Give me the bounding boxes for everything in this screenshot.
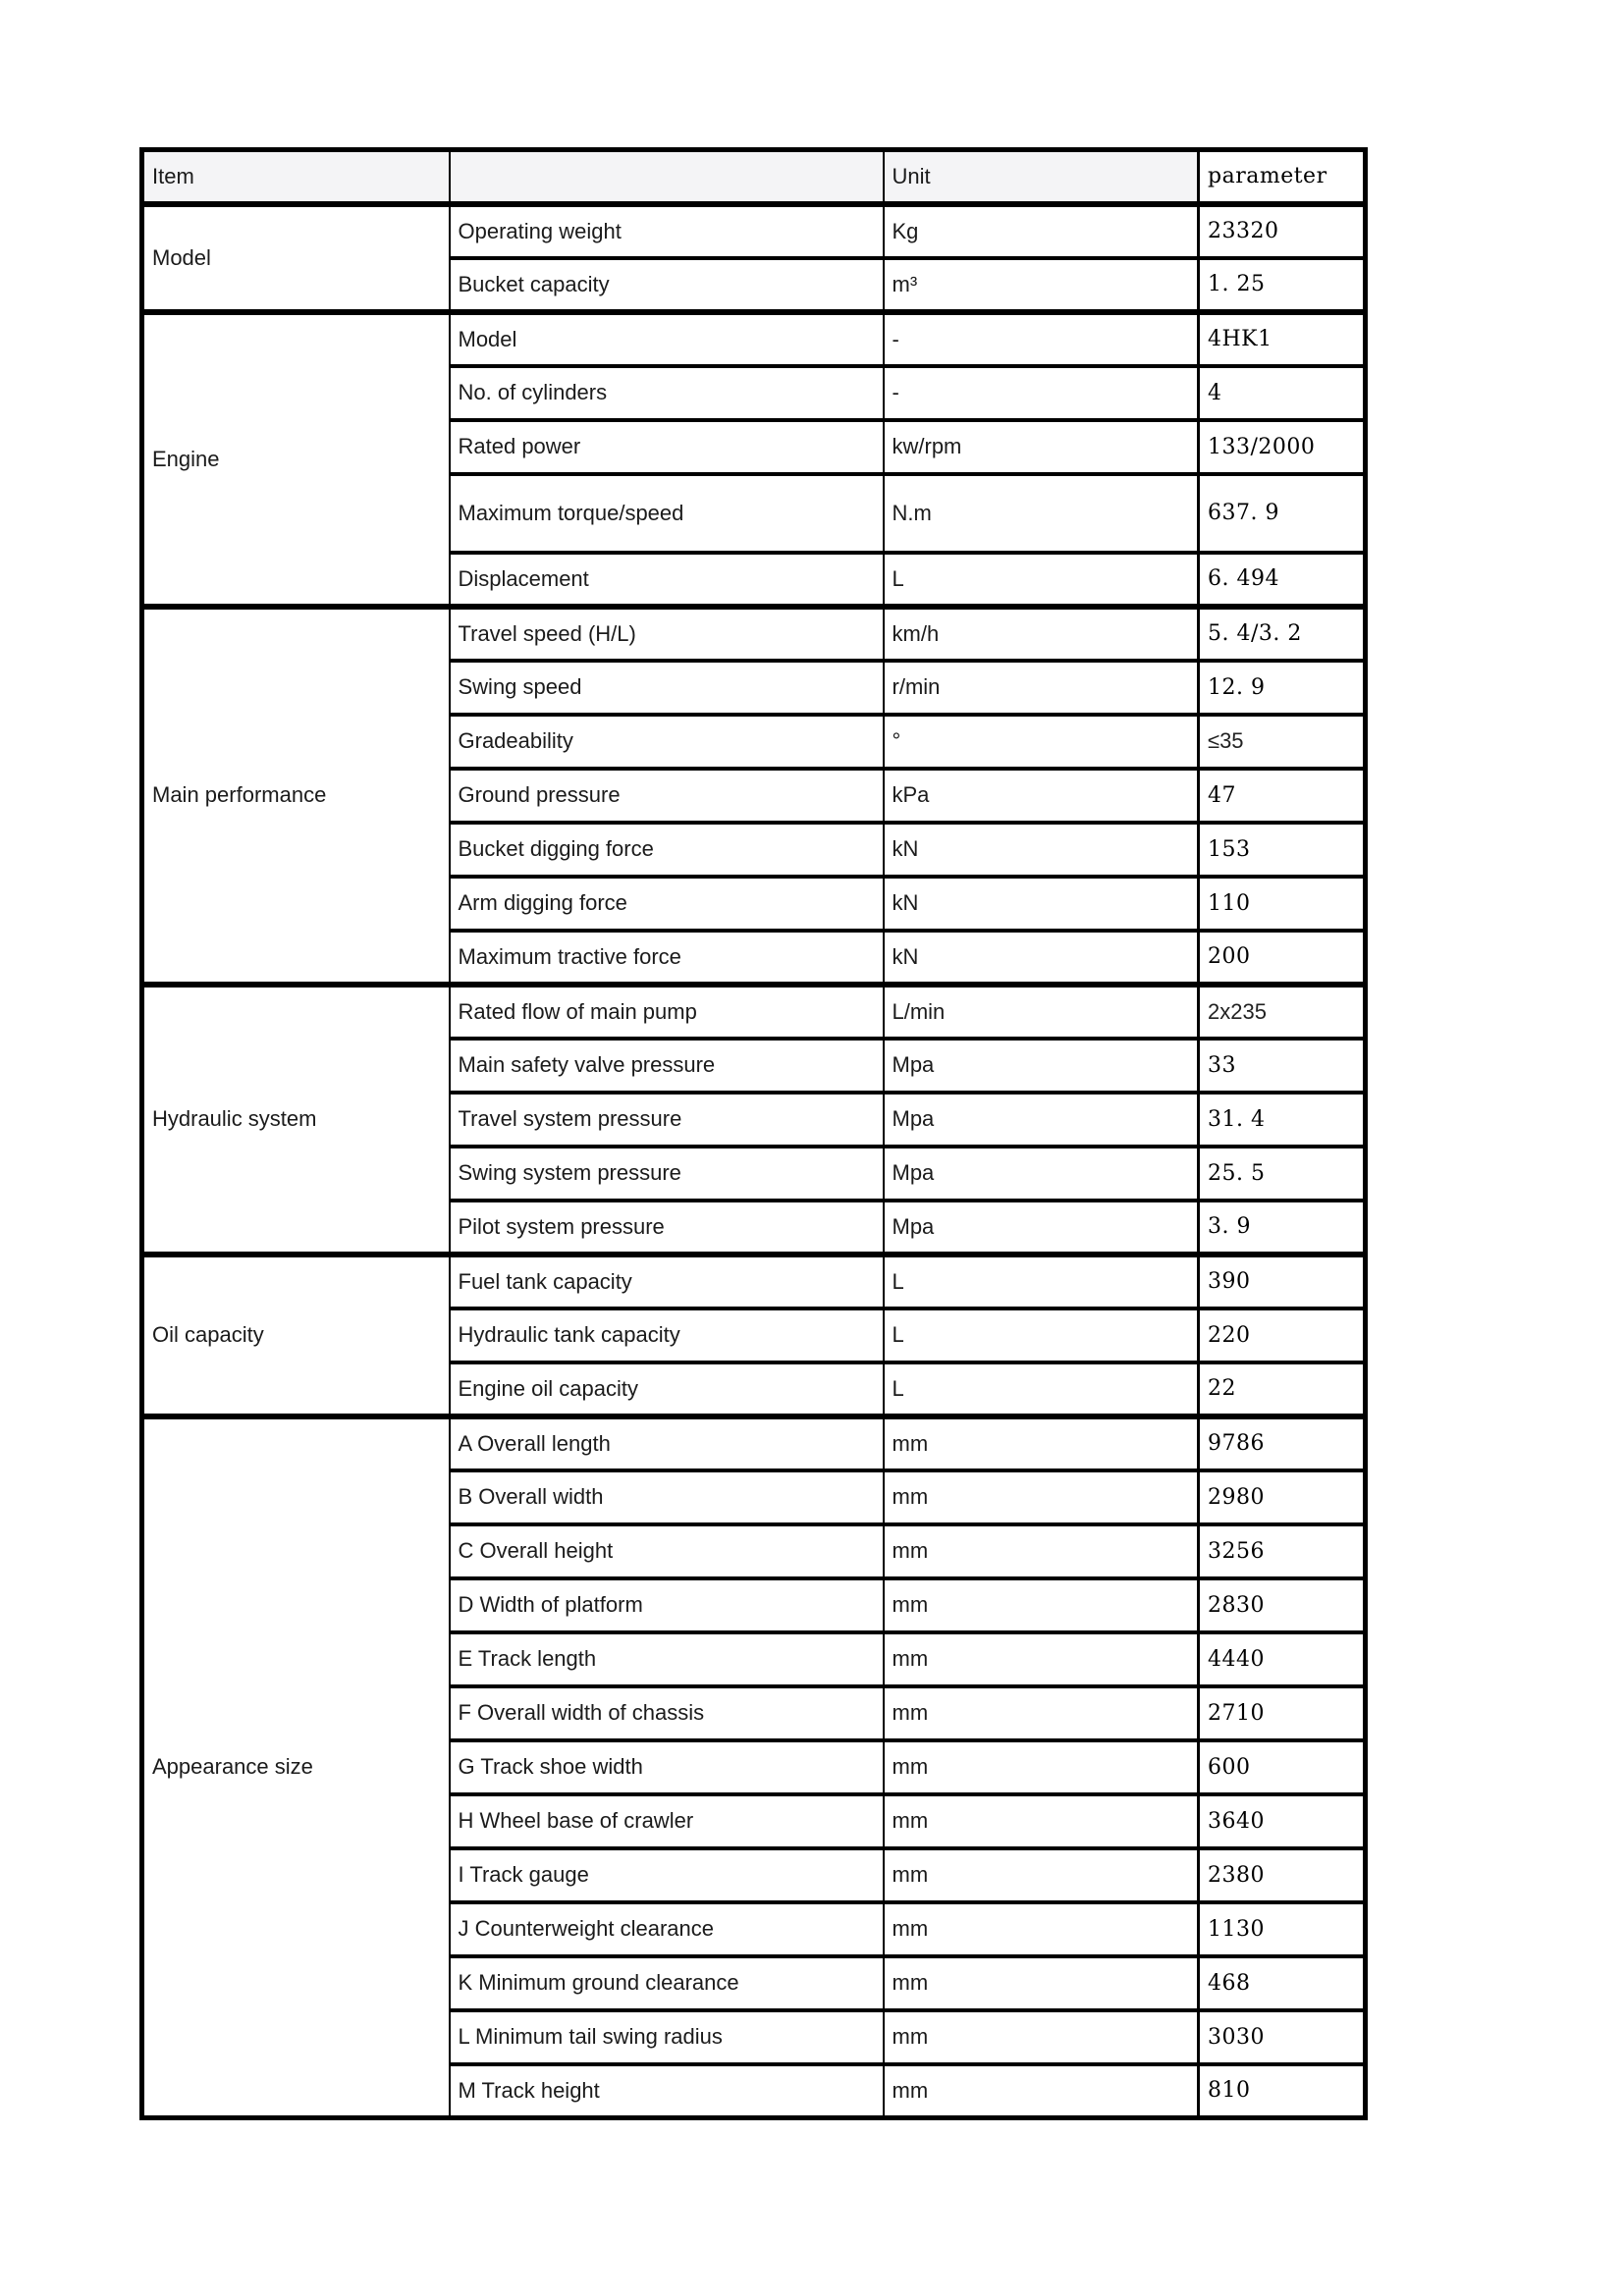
unit-cell: - bbox=[884, 366, 1199, 420]
item-cell: Hydraulic tank capacity bbox=[450, 1308, 884, 1362]
param-cell: 3. 9 bbox=[1199, 1201, 1366, 1255]
param-cell: 200 bbox=[1199, 931, 1366, 985]
table-row bbox=[142, 204, 1366, 258]
unit-cell: mm bbox=[884, 1740, 1199, 1794]
item-cell: G Track shoe width bbox=[450, 1740, 884, 1794]
param-cell: 2x235 bbox=[1199, 985, 1366, 1039]
param-cell: 468 bbox=[1199, 1956, 1366, 2010]
param-cell: 9786 bbox=[1199, 1416, 1366, 1470]
unit-cell: mm bbox=[884, 1848, 1199, 1902]
unit-cell: mm bbox=[884, 1902, 1199, 1956]
param-cell: 1. 25 bbox=[1199, 258, 1366, 312]
item-cell: Bucket digging force bbox=[450, 823, 884, 877]
unit-cell: Mpa bbox=[884, 1201, 1199, 1255]
unit-cell: mm bbox=[884, 1794, 1199, 1848]
param-cell: 4440 bbox=[1199, 1632, 1366, 1686]
unit-cell: kw/rpm bbox=[884, 420, 1199, 474]
param-cell: 390 bbox=[1199, 1255, 1366, 1308]
item-cell: H Wheel base of crawler bbox=[450, 1794, 884, 1848]
item-cell: J Counterweight clearance bbox=[450, 1902, 884, 1956]
param-cell: 25. 5 bbox=[1199, 1147, 1366, 1201]
param-cell: 3640 bbox=[1199, 1794, 1366, 1848]
unit-cell: Mpa bbox=[884, 1147, 1199, 1201]
param-cell: 4HK1 bbox=[1199, 312, 1366, 366]
param-cell: 810 bbox=[1199, 2064, 1366, 2118]
param-cell: 2830 bbox=[1199, 1578, 1366, 1632]
item-cell: Main safety valve pressure bbox=[450, 1039, 884, 1093]
item-cell: A Overall length bbox=[450, 1416, 884, 1470]
item-cell: I Track gauge bbox=[450, 1848, 884, 1902]
unit-cell: L bbox=[884, 1362, 1199, 1416]
header-unit: Unit bbox=[884, 150, 1199, 204]
unit-cell: Kg bbox=[884, 204, 1199, 258]
item-cell: Maximum torque/speed bbox=[450, 474, 884, 553]
item-cell: Ground pressure bbox=[450, 769, 884, 823]
item-cell: Maximum tractive force bbox=[450, 931, 884, 985]
param-cell: 47 bbox=[1199, 769, 1366, 823]
item-cell: Swing speed bbox=[450, 661, 884, 715]
unit-cell: m³ bbox=[884, 258, 1199, 312]
param-cell: 153 bbox=[1199, 823, 1366, 877]
unit-cell: kN bbox=[884, 823, 1199, 877]
table-row bbox=[142, 312, 1366, 366]
item-cell: F Overall width of chassis bbox=[450, 1686, 884, 1740]
item-cell: Swing system pressure bbox=[450, 1147, 884, 1201]
param-cell: ≤35 bbox=[1199, 715, 1366, 769]
param-cell: 31. 4 bbox=[1199, 1093, 1366, 1147]
param-cell: 110 bbox=[1199, 877, 1366, 931]
param-cell: 3030 bbox=[1199, 2010, 1366, 2064]
item-cell: K Minimum ground clearance bbox=[450, 1956, 884, 2010]
table-row bbox=[142, 1416, 1366, 1470]
param-cell: 23320 bbox=[1199, 204, 1366, 258]
item-cell: D Width of platform bbox=[450, 1578, 884, 1632]
item-cell: B Overall width bbox=[450, 1470, 884, 1524]
item-cell: Pilot system pressure bbox=[450, 1201, 884, 1255]
group-cell-main-performance: Main performance bbox=[142, 607, 450, 985]
group-cell-hydraulic-system: Hydraulic system bbox=[142, 985, 450, 1255]
group-cell-oil-capacity: Oil capacity bbox=[142, 1255, 450, 1416]
item-cell: Fuel tank capacity bbox=[450, 1255, 884, 1308]
unit-cell: kPa bbox=[884, 769, 1199, 823]
unit-cell: Mpa bbox=[884, 1039, 1199, 1093]
unit-cell: r/min bbox=[884, 661, 1199, 715]
header-blank bbox=[450, 150, 884, 204]
param-cell: 12. 9 bbox=[1199, 661, 1366, 715]
param-cell: 22 bbox=[1199, 1362, 1366, 1416]
table-row bbox=[142, 985, 1366, 1039]
param-cell: 637. 9 bbox=[1199, 474, 1366, 553]
item-cell: Bucket capacity bbox=[450, 258, 884, 312]
unit-cell: N.m bbox=[884, 474, 1199, 553]
unit-cell: mm bbox=[884, 1686, 1199, 1740]
unit-cell: L bbox=[884, 553, 1199, 607]
table-row bbox=[142, 1255, 1366, 1308]
unit-cell: mm bbox=[884, 1632, 1199, 1686]
unit-cell: - bbox=[884, 312, 1199, 366]
item-cell: Displacement bbox=[450, 553, 884, 607]
param-cell: 1130 bbox=[1199, 1902, 1366, 1956]
item-cell: Rated flow of main pump bbox=[450, 985, 884, 1039]
item-cell: Engine oil capacity bbox=[450, 1362, 884, 1416]
param-cell: 600 bbox=[1199, 1740, 1366, 1794]
unit-cell: L/min bbox=[884, 985, 1199, 1039]
header-item: Item bbox=[142, 150, 450, 204]
unit-cell: L bbox=[884, 1255, 1199, 1308]
unit-cell: mm bbox=[884, 1578, 1199, 1632]
param-cell: 33 bbox=[1199, 1039, 1366, 1093]
item-cell: No. of cylinders bbox=[450, 366, 884, 420]
unit-cell: kN bbox=[884, 877, 1199, 931]
header-parameter: parameter bbox=[1199, 150, 1366, 204]
unit-cell: mm bbox=[884, 1956, 1199, 2010]
param-cell: 133/2000 bbox=[1199, 420, 1366, 474]
item-cell: Travel system pressure bbox=[450, 1093, 884, 1147]
unit-cell: ° bbox=[884, 715, 1199, 769]
unit-cell: L bbox=[884, 1308, 1199, 1362]
param-cell: 3256 bbox=[1199, 1524, 1366, 1578]
item-cell: M Track height bbox=[450, 2064, 884, 2118]
item-cell: Rated power bbox=[450, 420, 884, 474]
unit-cell: km/h bbox=[884, 607, 1199, 661]
table-header-row bbox=[142, 150, 1366, 204]
param-cell: 2710 bbox=[1199, 1686, 1366, 1740]
unit-cell: mm bbox=[884, 2010, 1199, 2064]
item-cell: Operating weight bbox=[450, 204, 884, 258]
group-cell-engine: Engine bbox=[142, 312, 450, 607]
item-cell: Travel speed (H/L) bbox=[450, 607, 884, 661]
unit-cell: kN bbox=[884, 931, 1199, 985]
item-cell: C Overall height bbox=[450, 1524, 884, 1578]
param-cell: 2380 bbox=[1199, 1848, 1366, 1902]
param-cell: 220 bbox=[1199, 1308, 1366, 1362]
group-cell-appearance-size: Appearance size bbox=[142, 1416, 450, 2118]
param-cell: 6. 494 bbox=[1199, 553, 1366, 607]
unit-cell: mm bbox=[884, 2064, 1199, 2118]
item-cell: L Minimum tail swing radius bbox=[450, 2010, 884, 2064]
unit-cell: mm bbox=[884, 1470, 1199, 1524]
param-cell: 2980 bbox=[1199, 1470, 1366, 1524]
item-cell: Gradeability bbox=[450, 715, 884, 769]
unit-cell: mm bbox=[884, 1524, 1199, 1578]
unit-cell: mm bbox=[884, 1416, 1199, 1470]
param-cell: 5. 4/3. 2 bbox=[1199, 607, 1366, 661]
group-cell-model: Model bbox=[142, 204, 450, 312]
item-cell: E Track length bbox=[450, 1632, 884, 1686]
item-cell: Model bbox=[450, 312, 884, 366]
spec-table bbox=[139, 147, 1368, 2120]
param-cell: 4 bbox=[1199, 366, 1366, 420]
item-cell: Arm digging force bbox=[450, 877, 884, 931]
table-row bbox=[142, 607, 1366, 661]
unit-cell: Mpa bbox=[884, 1093, 1199, 1147]
